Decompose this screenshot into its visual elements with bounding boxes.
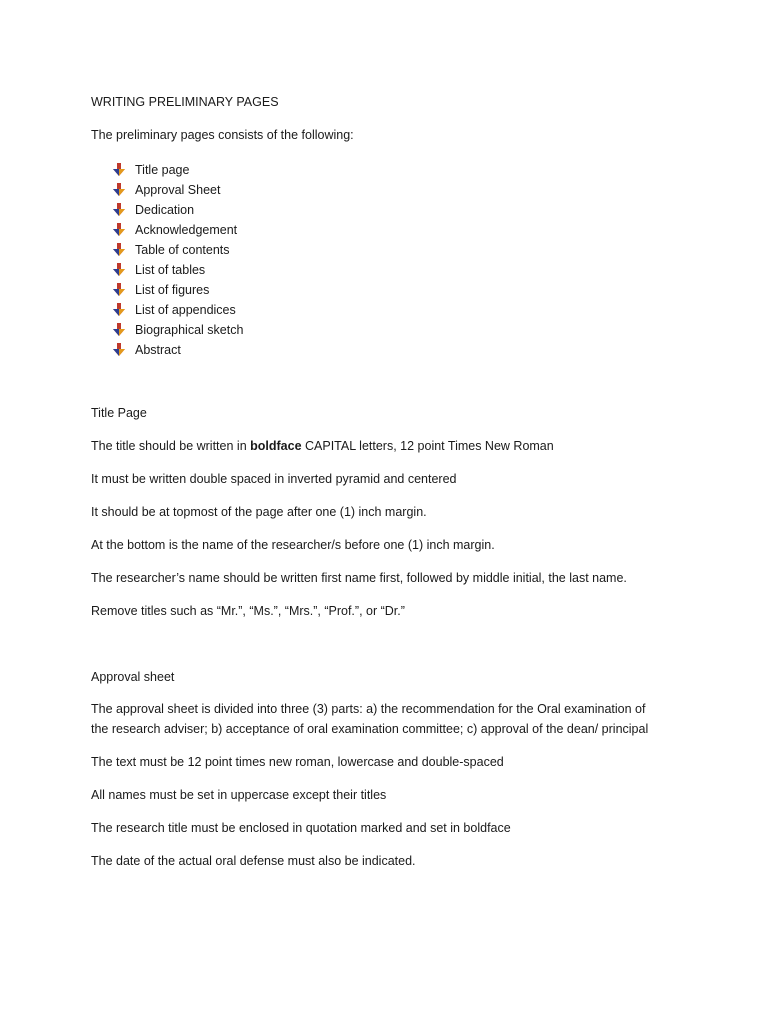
list-item-label: List of figures xyxy=(135,283,210,297)
title-page-line-1 xyxy=(91,438,554,454)
arrow-down-icon xyxy=(112,243,126,257)
list-item-label: List of tables xyxy=(135,263,206,277)
title-page-line-6: Remove titles such as “Mr.”, “Ms.”, “Mrs.”, “Prof.”, or “Dr.” xyxy=(91,604,405,618)
text-run: CAPITAL letters, 12 point Times New Roman xyxy=(301,439,554,453)
title-page-heading: Title Page xyxy=(91,406,147,420)
text-run: The title should be written in xyxy=(91,439,251,453)
list-item xyxy=(112,280,243,300)
document-heading: WRITING PRELIMINARY PAGES xyxy=(91,95,279,109)
title-page-line-3: It should be at topmost of the page after one (1) inch margin. xyxy=(91,505,427,519)
list-item xyxy=(112,320,243,340)
list-item-label: Abstract xyxy=(135,343,181,357)
arrow-down-icon xyxy=(112,223,126,237)
arrow-down-icon xyxy=(112,303,126,317)
list-item xyxy=(112,300,243,320)
approval-sheet-line-4: The research title must be enclosed in quotation marked and set in boldface xyxy=(91,821,511,835)
list-item xyxy=(112,200,243,220)
title-page-line-2: It must be written double spaced in inverted pyramid and centered xyxy=(91,472,457,486)
list-item-label: Approval Sheet xyxy=(135,183,221,197)
arrow-down-icon xyxy=(112,183,126,197)
list-item xyxy=(112,240,243,260)
title-page-line-4: At the bottom is the name of the researcher/s before one (1) inch margin. xyxy=(91,538,495,552)
intro-text: The preliminary pages consists of the following: xyxy=(91,128,354,142)
preliminary-pages-list xyxy=(112,160,243,360)
approval-sheet-line-5: The date of the actual oral defense must also be indicated. xyxy=(91,854,416,868)
list-item-label: Title page xyxy=(135,163,190,177)
title-page-line-5: The researcher’s name should be written first name first, followed by middle initial, the last name. xyxy=(91,571,627,585)
list-item-label: Acknowledgement xyxy=(135,223,238,237)
list-item xyxy=(112,340,243,360)
arrow-down-icon xyxy=(112,163,126,177)
arrow-down-icon xyxy=(112,263,126,277)
list-item xyxy=(112,180,243,200)
list-item-label: Dedication xyxy=(135,203,195,217)
arrow-down-icon xyxy=(112,323,126,337)
arrow-down-icon xyxy=(112,203,126,217)
approval-sheet-heading: Approval sheet xyxy=(91,670,175,684)
list-item-label: List of appendices xyxy=(135,303,236,317)
approval-sheet-line-1a: The approval sheet is divided into three (3) parts: a) the recommendation for the Oral examination of xyxy=(91,702,646,716)
arrow-down-icon xyxy=(112,343,126,357)
list-item-label: Biographical sketch xyxy=(135,323,244,337)
approval-sheet-line-1b: the research adviser; b) acceptance of oral examination committee; c) approval of the dean/ principal xyxy=(91,722,649,736)
list-item xyxy=(112,260,243,280)
arrow-down-icon xyxy=(112,283,126,297)
list-item xyxy=(112,220,243,240)
list-item-label: Table of contents xyxy=(135,243,230,257)
bold-text-run: boldface xyxy=(250,439,302,453)
approval-sheet-line-2: The text must be 12 point times new roman, lowercase and double-spaced xyxy=(91,755,504,769)
approval-sheet-line-3: All names must be set in uppercase except their titles xyxy=(91,788,387,802)
list-item xyxy=(112,160,243,180)
